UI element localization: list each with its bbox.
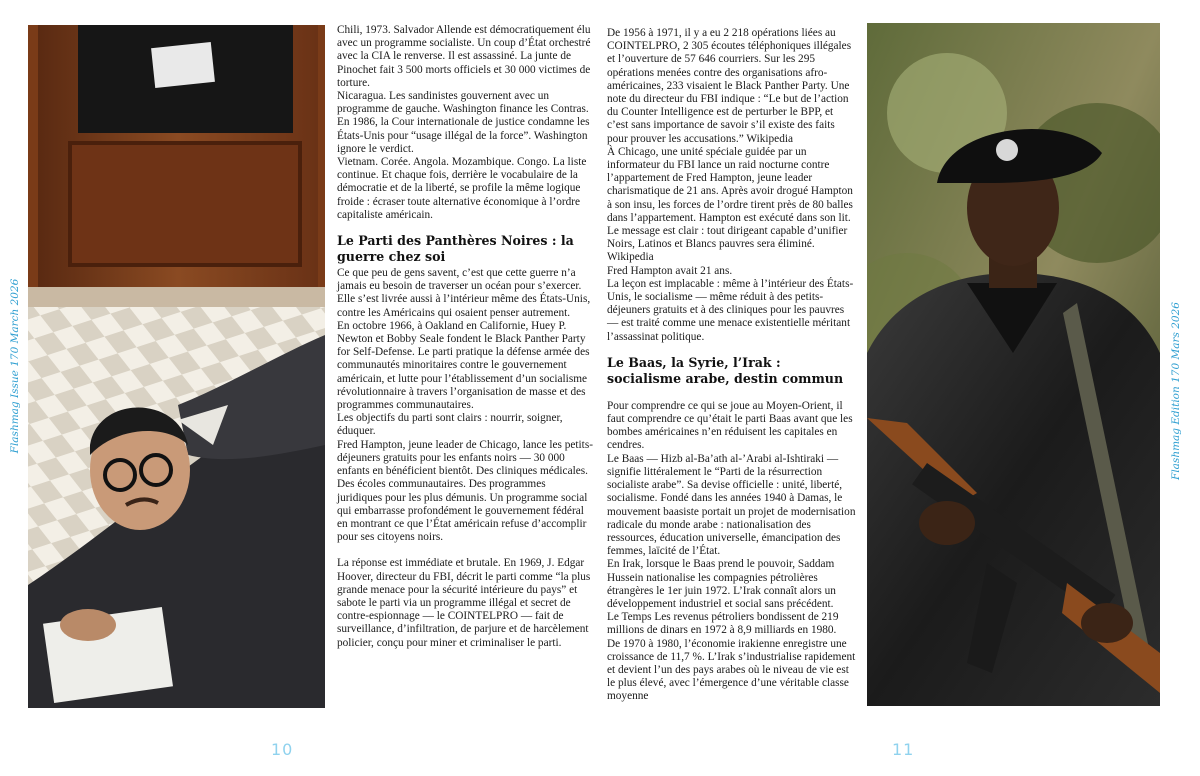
paragraph-panther-founding: En octobre 1966, à Oakland en Californie, Huey P. Newton et Bobby Seale fondent le Black Panther Party for Self-Defense. Le parti pratique la défense armée des communautés minoritaires contre le gouvernement américain, et lutte pour l’établissement d’un socialisme révolutionnaire à travers l’organisation de masse et des programmes communautaires. bbox=[337, 319, 590, 412]
paragraph-other-countries: Vietnam. Corée. Angola. Mozambique. Congo. La liste continue. Et chaque fois, derrière le vocabulaire de la démocratie et de la liberté, se profile la même logique froide : écraser toute alternative économique à l’ordre capitaliste américain. bbox=[337, 156, 587, 221]
text-column-left bbox=[337, 24, 593, 650]
paragraph-hampton-raid: À Chicago, une unité spéciale guidée par un informateur du FBI lance un raid nocturne contre l’appartement de Fred Hampton, jeune leader charismatique de 21 ans. Après avoir drogué Hampton à son insu, les forces de l’ordre tirent près de 80 balles dans l’appartement. Hampton est exécuté dans son lit. Le message est clair : tout dirigeant capable d’unifier Noirs, Latinos et Blancs pauvres sera éliminé. Wikipedia bbox=[607, 145, 853, 264]
paragraph-oil-revenue: Le Temps Les revenus pétroliers bondissent de 219 millions de dinars en 1972 à 8,9 milliards en 1980. bbox=[607, 611, 839, 637]
paragraph-fred-hampton-programs: Fred Hampton, jeune leader de Chicago, lance les petits-déjeuners gratuits pour les enfants noirs — 30 000 enfants en bénéficient bientôt. Des cliniques médicales. Des écoles communautaires. Des programmes juridiques pour les plus démunis. Un programme social qui embarrasse profondément le gouvernement fédéral en montrant ce que l’État américain refuse d’accomplir pour ses citoyens noirs. bbox=[337, 438, 593, 544]
paragraph-cointelpro-stats: De 1956 à 1971, il y a eu 2 218 opérations liées au COINTELPRO, 2 305 écoutes téléphoniques illégales et l’ouverture de 57 646 courriers. Sur les 295 opérations menées contre des organisations afro-américaines, 233 visaient le Black Panther Party. Une note du directeur du FBI indique : “Le but de l’action du Counter Intelligence est de perturber le BPP, et c’est sans importance de savoir s’il existe des faits pour prouver les accusations.” Wikipedia bbox=[607, 27, 852, 145]
issue-label-left: Flashmag Issue 170 March 2026 bbox=[9, 278, 21, 454]
issue-label-right: Flashmag Edition 170 Mars 2026 bbox=[1170, 302, 1182, 480]
paragraph-baas-definition: Le Baas — Hizb al-Ba’ath al-’Arabi al-Ishtiraki — signifie littéralement le “Parti de la résurrection socialiste arabe”. Sa devise officielle : unité, liberté, socialisme. Fondé dans les années 1940 à Damas, le mouvement baasiste portait un projet de modernisation radicale du monde arabe : nationalisation des ressources, éducation universelle, émancipation des femmes, laïcité de l’État. bbox=[607, 452, 856, 558]
paragraph-hampton-age: Fred Hampton avait 21 ans. bbox=[607, 264, 733, 277]
heading-black-panther-party: Le Parti des Panthères Noires : la guerre chez soi bbox=[337, 233, 574, 265]
photo-man-lying-on-floor bbox=[28, 25, 325, 708]
heading-baas-syria-iraq: Le Baas, la Syrie, l’Irak : socialisme arabe, destin commun bbox=[607, 354, 844, 386]
text-column-right bbox=[607, 27, 857, 704]
paragraph-war-at-home: Ce que peu de gens savent, c’est que cette guerre n’a jamais eu besoin de traverser un océan pour s’exercer. Elle s’est livrée aussi à l’intérieur même des États-Unis, contre les Américains qui osaient penser autrement. bbox=[337, 267, 591, 319]
paragraph-party-objectives: Les objectifs du parti sont clairs : nourrir, soigner, éduquer. bbox=[337, 412, 563, 438]
paragraph-iraq-nationalisation: En Irak, lorsque le Baas prend le pouvoir, Saddam Hussein nationalise les compagnies pétrolières étrangères le 1er juin 1972. L’Irak connaît alors un développement industriel et social sans précédent. bbox=[607, 558, 836, 610]
photo-armed-man-beret-leather-jacket bbox=[867, 23, 1160, 706]
paragraph-lesson: La leçon est implacable : même à l’intérieur des États-Unis, le socialisme — même réduit à des petits-déjeuners gratuits et à des cliniques pour les pauvres — est traité comme une menace existentielle méritant l’assassinat politique. bbox=[607, 277, 854, 343]
page-number-left: 10 bbox=[271, 740, 294, 759]
paragraph-iraq-growth: De 1970 à 1980, l’économie irakienne enregistre une croissance de 11,7 %. L’Irak s’industrialise rapidement et devient l’un des pays arabes où le niveau de vie est le plus élevé, avec l’émergence d’une véritable classe moyenne bbox=[607, 637, 856, 703]
page-number-right: 11 bbox=[892, 740, 915, 759]
paragraph-middle-east: Pour comprendre ce qui se joue au Moyen-Orient, il faut comprendre ce qu’était le parti Baas avant que les bombes américaines n’en réduisent les capitales en cendres. bbox=[607, 399, 853, 452]
paragraph-nicaragua: Nicaragua. Les sandinistes gouvernent avec un programme de gauche. Washington finance les Contras. En 1986, la Cour internationale de justice condamne les États-Unis pour “usage illégal de la force”. Washington ignore le verdict. bbox=[337, 90, 590, 155]
paragraph-chile: Chili, 1973. Salvador Allende est démocratiquement élu avec un programme socialiste. Un coup d’État orchestré avec la CIA le renverse. Il est assassiné. La junte de Pinochet fait 3 500 morts officiels et 30 000 victimes de torture. bbox=[337, 24, 591, 89]
paragraph-cointelpro: La réponse est immédiate et brutale. En 1969, J. Edgar Hoover, directeur du FBI, décrit le parti comme “la plus grande menace pour la sécurité intérieure du pays” et sabote le parti via un programme illégal et secret de contre-espionnage — le COINTELPRO — fait de surveillance, d’infiltration, de parjure et de harcèlement policier, conçu pour miner et criminaliser le parti. bbox=[337, 557, 591, 649]
